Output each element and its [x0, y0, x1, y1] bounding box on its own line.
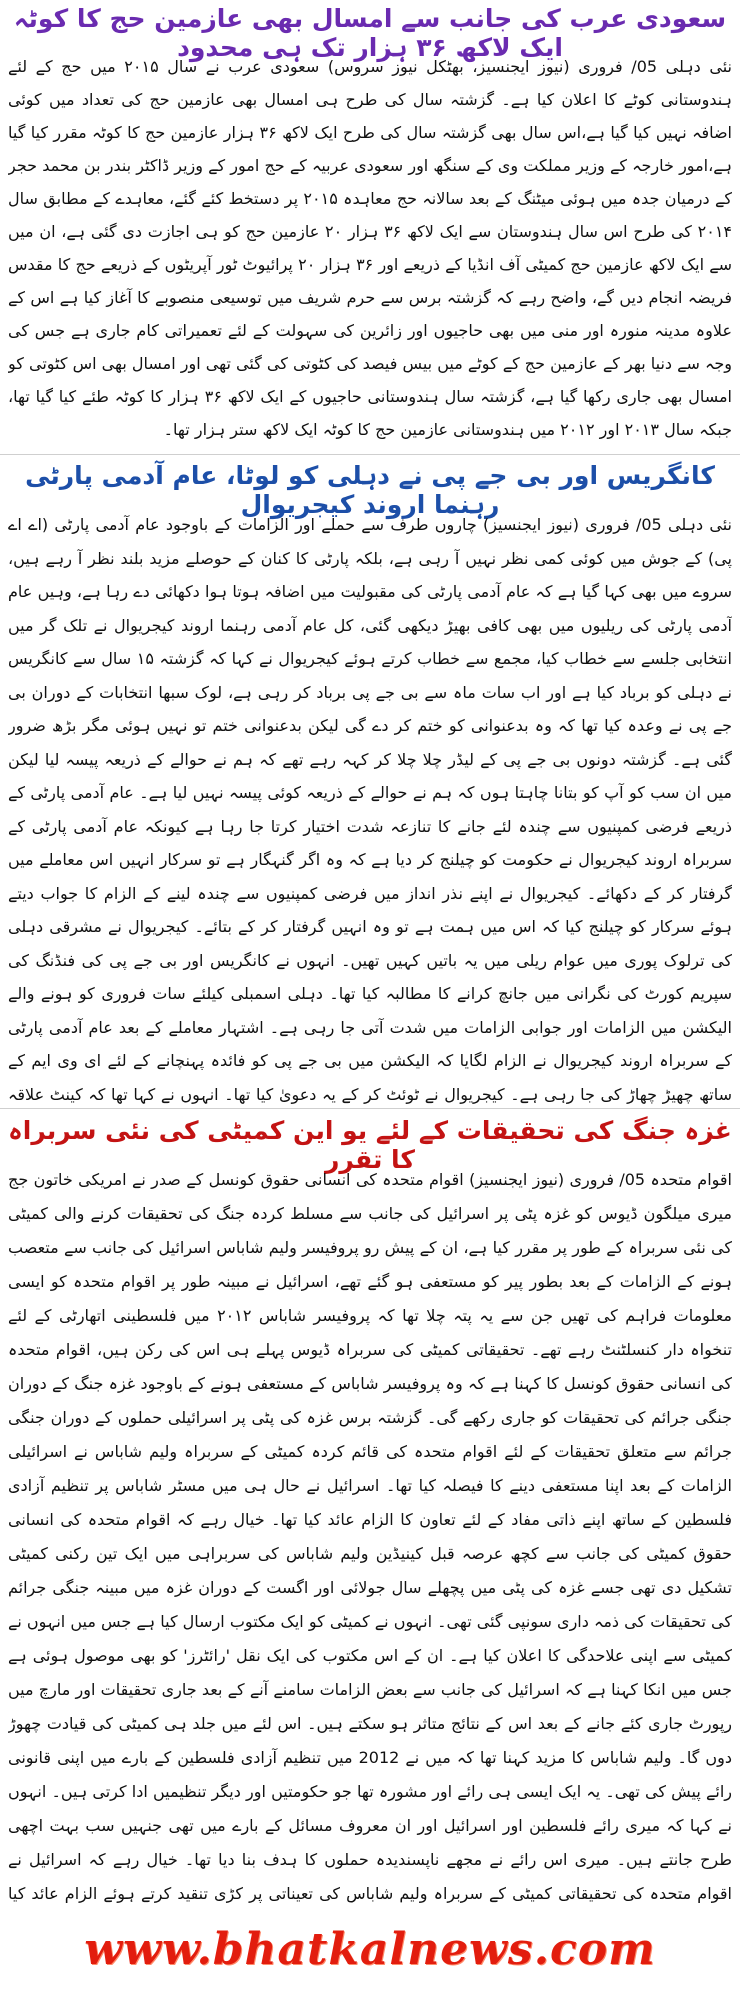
- article-2-body: نئی دہلی 05/ فروری (نیوز ایجنسیز) چاروں طرف سے حملے اور الزامات کے باوجود عام آدمی پارٹی (اے اے پی) کے جوش میں کوئی کمی نظر نہیں آ رہی ہے، بلکہ پارٹی کا کنان کے حوصلے مزید بلند نظر آ رہے ہیں، سروے میں بھی کہا گیا ہے کہ عام آدمی پارٹی کی مقبولیت میں اضافہ ہوتا ہوا دکھائی دے رہا ہے، وہیں عام آدمی پارٹی کی ریلیوں میں بھی کافی بھیڑ دیکھی گئی، کل عام آدمی رہنما اروند کیجریوال نے تلک گر میں انتخابی جلسے سے خطاب کیا، مجمع سے خطاب کرتے ہوئے کیجریوال نے کہا کہ گزشتہ ۱۵ سال سے کانگریس نے دہلی کو برباد کیا ہے اور اب سات ماہ سے بی جے پی برباد کر رہی ہے، لوک سبھا انتخابات کے دوران بی جے پی نے وعدہ کیا تھا کہ وہ بدعنوانی کو ختم کر دے گی لیکن بدعنوانی ختم تو نہیں ہوئی مگر بڑھ ضرور گئی ہے۔ گزشتہ دونوں بی جے پی کے لیڈر چلا چلا کر کہہ رہے تھے کہ ہم نے حوالے کے ذریعہ پیسہ لیا لیکن میں ان سب کو آپ کو بتانا چاہتا ہوں کہ ہم نے حوالے کے ذریعہ کوئی پیسہ نہیں لیا ہے۔ عام آدمی پارٹی کے ذریعے فرضی کمپنیوں سے چندہ لئے جانے کا تنازعہ شدت اختیار کرتا جا رہا ہے کیونکہ عام آدمی پارٹی کے سربراہ اروند کیجریوال نے حکومت کو چیلنج کر دیا ہے کہ وہ اگر گنہگار ہے تو سرکار انہیں اس معاملے میں گرفتار کر کے دکھائے۔ کیجریوال نے اپنے نذر انداز میں فرضی کمپنیوں سے چندہ لینے کے الزام کا جواب دیتے ہوئے سرکار کو چیلنج کیا کہ اس میں ہمت ہے تو وہ انہیں گرفتار کر کے بتائے۔ کیجریوال نے مشرقی دہلی کی ترلوک پوری میں عوام ریلی میں یہ باتیں کہیں تھیں۔ انہوں نے کانگریس اور بی جے پی کی فنڈنگ کی سپریم کورٹ کی نگرانی میں جانچ کرانے کا مطالبہ کیا تھا۔ دہلی اسمبلی کیلئے سات فروری کو ہونے والے الیکشن میں الزامات اور جوابی الزامات میں شدت آتی جا رہی ہے۔ اشتہار معاملے کے بعد عام آدمی پارٹی کے سربراہ اروند کیجریوال نے الزام لگایا کہ الیکشن میں بی جے پی کو فائدہ پہنچانے کے لئے ای وی ایم کے ساتھ چھیڑ چھاڑ کی جا رہی ہے۔ کیجریوال نے ٹوئٹ کر کے یہ دعویٰ کیا تھا۔ انہوں نے کہا تھا کہ کینٹ علاقہ: [8, 515, 732, 1104]
- site-watermark: www.bhatkalnews.com: [84, 1924, 656, 1975]
- article-3-headline: غزہ جنگ کی تحقیقات کے لئے یو این کمیٹی کی نئی سربراہ کا تقرر: [8, 1116, 732, 1174]
- article-1-headline: سعودی عرب کی جانب سے امسال بھی عازمین حج کا کوٹہ ایک لاکھ ۳۶ ہزار تک ہی محدود: [13, 4, 727, 62]
- article-2-headline: کانگریس اور بی جے پی نے دہلی کو لوٹا، عام آدمی پارٹی رہنما اروند کیجریوال: [25, 461, 715, 519]
- divider: [0, 1108, 740, 1109]
- article-1-body: نئی دہلی 05/ فروری (نیوز ایجنسیز، بھٹکل نیوز سروس) سعودی عرب نے سال ۲۰۱۵ میں حج کے لئے ہندوستانی کوٹے کا اعلان کیا ہے۔ گزشتہ سال کی طرح ہی امسال بھی عازمین حج کی تعداد میں کوئی اضافہ نہیں کیا گیا ہے،اس سال بھی گزشتہ سال کی طرح ایک لاکھ ۳۶ ہزار عازمین حج کا کوٹہ مقرر کیا گیا ہے،امور خارجہ کے وزیر مملکت وی کے سنگھ اور سعودی عربیہ کے حج امور کے وزیر ڈاکٹر بندر بن محمد حجر کے درمیان جدہ میں ہوئی میٹنگ کے بعد سالانہ حج معاہدہ ۲۰۱۵ پر دستخط کئے گئے، معاہدے کے مطابق سال ۲۰۱۴ کی طرح اس سال ہندوستان سے ایک لاکھ ۳۶ ہزار ۲۰ عازمین حج کو ہی اجازت دی گئی ہے، ان میں سے ایک لاکھ عازمین حج کمیٹی آف انڈیا کے ذریعے اور ۳۶ ہزار ۲۰ پرائیوٹ ٹور آپریٹوں کے ذریعے حج کا مقدس فریضہ انجام دیں گے، واضح رہے کہ گزشتہ برس سے حرم شریف میں توسیعی منصوبے کا آغاز کیا ہے اس کے علاوہ مدینہ منورہ اور منی میں بھی حاجیوں اور زائرین کی سہولت کے لئے تعمیراتی کام جاری ہے جس کی وجہ سے دنیا بھر کے عازمین حج کے کوٹے میں بیس فیصد کی کٹوتی کی گئی تھی اور امسال بھی اس کٹوتی کو امسال بھی جاری رکھا گیا ہے، گزشتہ سال ہندوستانی حاجیوں کے ایک لاکھ ۳۶ ہزار کا کوٹہ طئے کیا گیا تھا، جبکہ سال ۲۰۱۳ اور ۲۰۱۲ میں ہندوستانی عازمین حج کا کوٹہ ایک لاکھ ستر ہزار تھا۔: [8, 57, 732, 439]
- divider: [0, 454, 740, 455]
- article-3-body: اقوام متحدہ 05/ فروری (نیوز ایجنسیز) اقوام متحدہ کی انسانی حقوق کونسل کے صدر نے امریکی خاتون جج میری میلگون ڈیوس کو غزہ پٹی پر اسرائیل کی جانب سے مسلط کردہ جنگ کی تحقیقات کرنے والی کمیٹی کی نئی سربراہ کے طور پر مقرر کیا ہے، ان کے پیش رو پروفیسر ولیم شاباس اسرائیل کی جانب سے متعصب ہونے کے الزامات کے بعد بطور پیر کو مستعفی ہو گئے تھے، اسرائیل نے مبینہ طور پر اقوام متحدہ کو ایسی معلومات فراہم کی تھیں جن سے یہ پتہ چلا تھا کہ پروفیسر شاباس ۲۰۱۲ میں فلسطینی اتھارٹی کے لئے تنخواہ دار کنسلٹنٹ رہے تھے۔ تحقیقاتی کمیٹی کی سربراہ ڈیوس پہلے ہی اس کی رکن ہیں، اقوام متحدہ کی انسانی حقوق کونسل کا کہنا ہے کہ وہ پروفیسر شاباس کے مستعفی ہونے کے باوجود غزہ جنگ کے دوران جنگی جرائم کی تحقیقات کو جاری رکھے گی۔ گزشتہ برس غزہ کی پٹی پر اسرائیلی حملوں کے دوران جنگی جرائم سے متعلق تحقیقات کے لئے اقوام متحدہ کی قائم کردہ کمیٹی کے سربراہ ولیم شاباس نے اسرائیلی الزامات کے بعد اپنا مستعفی دینے کا فیصلہ کیا تھا۔ اسرائیل نے حال ہی میں مسٹر شاباس پر تنظیم آزادی فلسطین کے ساتھ اپنے ذاتی مفاد کے لئے تعاون کا الزام عائد کیا تھا۔ خیال رہے کہ اقوام متحدہ کی انسانی حقوق کمیٹی کی جانب سے کچھ عرصہ قبل کینیڈین ولیم شاباس کی سربراہی میں ایک تین رکنی کمیٹی تشکیل دی تھی جسے غزہ کی پٹی میں پچھلے سال جولائی اور اگست کے دوران غزہ میں مبینہ جنگی جرائم کی تحقیقات کی ذمہ داری سونپی گئی تھی۔ انہوں نے کمیٹی کو ایک مکتوب ارسال کیا ہے جس میں انہوں نے کمیٹی سے اپنی علاحدگی کا اعلان کیا ہے۔ ان کے اس مکتوب کی ایک نقل 'رائٹرز' کو بھی موصول ہوئی ہے جس میں انکا کہنا ہے کہ اسرائیل کی جانب سے بعض الزامات سامنے آنے کے بعد جاری تحقیقات اور مارچ میں رپورٹ جاری کئے جانے کے بعد اس کے نتائج متاثر ہو سکتے ہیں۔ اس لئے میں جلد ہی کمیٹی کی قیادت چھوڑ دوں گا۔ ولیم شاباس کا مزید کہنا تھا کہ میں نے 2012 میں تنظیم آزادی فلسطین کے بارے میں اپنی قانونی رائے پیش کی تھی۔ یہ ایک ایسی ہی رائے اور مشورہ تھا جو حکومتیں اور دیگر تنظیمیں ادا کرتی ہیں۔ انہوں نے کہا کہ میری رائے فلسطین اور اسرائیل اور ان معروف مسائل کے بارے میں تھی جنہیں سب بہت اچھی طرح جانتے ہیں۔ میری اس رائے نے مجھے ناپسندیدہ حملوں کا ہدف بنا دیا تھا۔ خیال رہے کہ اسرائیل نے اقوام متحدہ کی تحقیقاتی کمیٹی کے سربراہ ولیم شاباس کی تعیناتی پر کڑی تنقید کرتے ہوئے الزام عائد کیا: [8, 1170, 732, 1903]
